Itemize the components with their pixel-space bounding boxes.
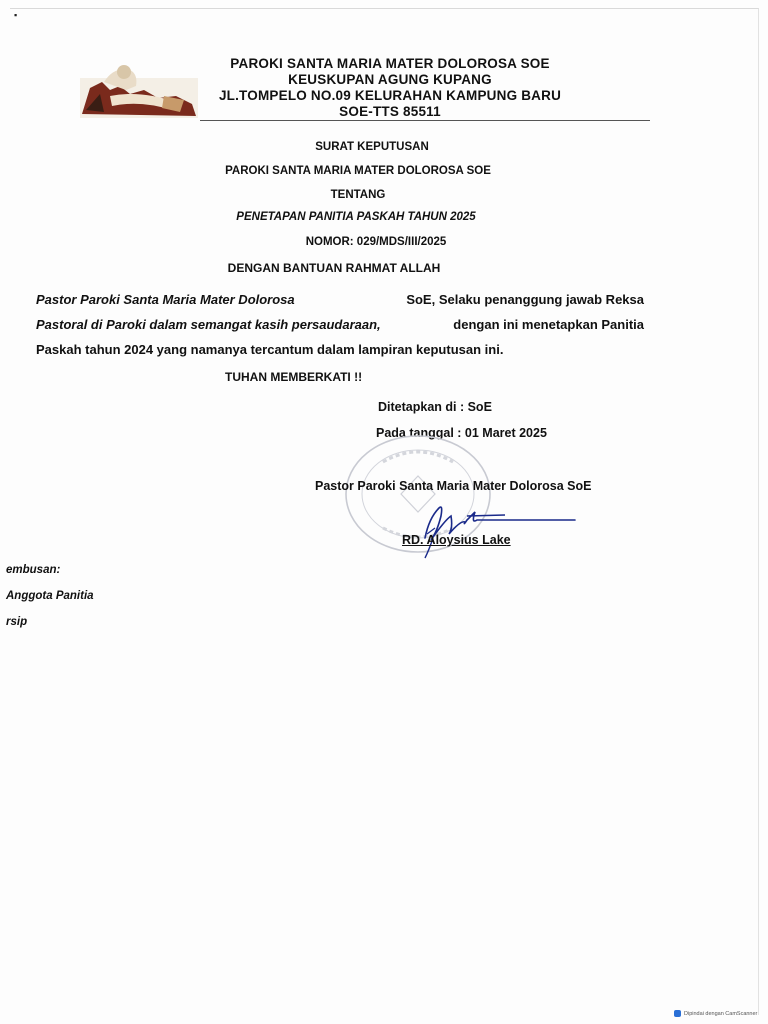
letterhead-address: JL.TOMPELO NO.09 KELURAHAN KAMPUNG BARU: [218, 88, 562, 103]
blessing: TUHAN MEMBERKATI !!: [225, 370, 363, 384]
decree-about: TENTANG: [330, 189, 386, 201]
tembusan-item: Anggota Panitia: [6, 590, 94, 602]
tembusan-item: rsip: [6, 616, 28, 628]
decree-subject: PENETAPAN PANITIA PASKAH TAHUN 2025: [236, 211, 476, 223]
scanner-footer: [674, 1010, 757, 1017]
place-issued: Ditetapkan di : SoE: [378, 400, 492, 414]
decree-title: SURAT KEPUTUSAN: [315, 141, 429, 153]
date-issued: Pada tanggal : 01 Maret 2025: [376, 426, 547, 440]
tembusan-block: [6, 557, 94, 635]
scanner-note: Dipindai dengan CamScanner: [684, 1010, 758, 1017]
letterhead-parish: PAROKI SANTA MARIA MATER DOLOROSA SOE: [230, 56, 550, 71]
body-line-2-italic: Pastoral di Paroki dalam semangat kasih persaudaraan,: [36, 317, 381, 332]
body-line-1-italic: Pastor Paroki Santa Maria Mater Dolorosa: [36, 292, 295, 307]
signatory-title: Pastor Paroki Santa Maria Mater Dolorosa SoE: [315, 479, 592, 493]
letterhead-rule: [200, 120, 650, 121]
parish-logo-image: [80, 60, 198, 118]
body-line-2: [36, 312, 644, 337]
letterhead: [190, 56, 590, 120]
corner-mark: ▪: [14, 10, 18, 20]
decree-number: NOMOR: 029/MDS/III/2025: [305, 236, 447, 248]
body-line-1: [36, 287, 644, 312]
body-line-2-rest: dengan ini menetapkan Panitia: [453, 317, 644, 332]
camscanner-icon: [674, 1010, 681, 1017]
decree-parish: PAROKI SANTA MARIA MATER DOLOROSA SOE: [225, 165, 491, 177]
letterhead-diocese: KEUSKUPAN AGUNG KUPANG: [288, 72, 492, 87]
signatory-name: RD. Aloysius Lake: [402, 533, 511, 547]
decree-body: [36, 287, 644, 362]
body-line-3: [36, 337, 644, 362]
decree-invocation: DENGAN BANTUAN RAHMAT ALLAH: [227, 261, 441, 275]
letterhead-postal: SOE-TTS 85511: [339, 104, 441, 119]
handwritten-signature: [405, 498, 580, 560]
body-line-1-rest: SoE, Selaku penanggung jawab Reksa: [406, 292, 644, 307]
body-line-3-text: Paskah tahun 2024 yang namanya tercantum dalam lampiran keputusan ini.: [36, 342, 504, 357]
tembusan-heading: embusan:: [6, 564, 61, 576]
